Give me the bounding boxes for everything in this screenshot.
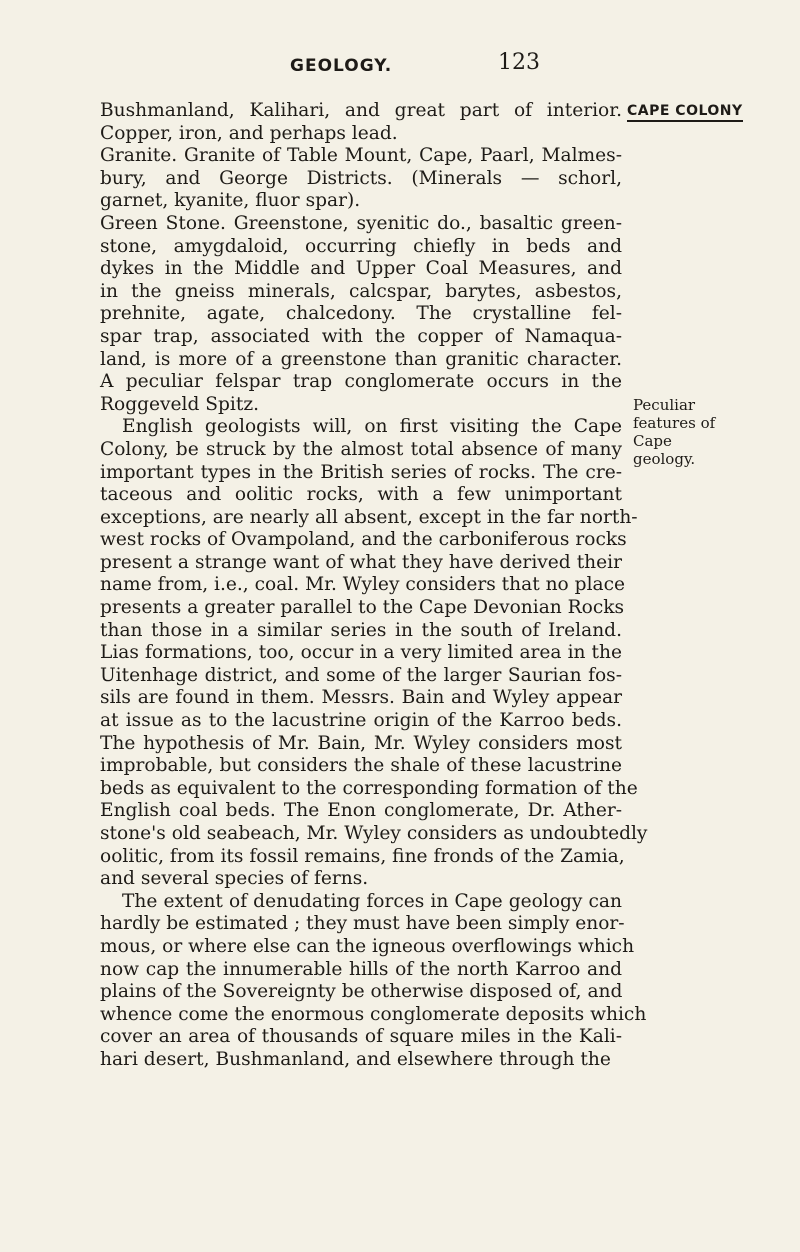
text-line: dykes in the Middle and Upper Coal Measures, and	[100, 258, 622, 280]
paragraph	[100, 100, 622, 145]
text-line: plains of the Sovereignty be otherwise disposed of, and	[100, 981, 623, 1003]
text-line: oolitic, from its fossil remains, fine fronds of the Zamia,	[100, 845, 625, 867]
text-line: The hypothesis of Mr. Bain, Mr. Wyley considers most	[100, 732, 622, 754]
text-line: Copper, iron, and perhaps lead.	[100, 122, 398, 144]
text-line: The extent of denudating forces in Cape geology can	[122, 890, 622, 912]
section-label: CAPE COLONY	[627, 103, 743, 122]
margin-note-line: features of	[633, 414, 716, 432]
body-text	[100, 100, 648, 1072]
text-line: spar trap, associated with the copper of Namaqua-	[100, 325, 622, 347]
paragraph	[100, 213, 622, 416]
text-line: important types in the British series of rocks. The cre-	[100, 461, 622, 483]
text-line: and several species of ferns.	[100, 868, 369, 890]
text-line: west rocks of Ovampoland, and the carboniferous rocks	[100, 529, 627, 551]
text-line: presents a greater parallel to the Cape Devonian Rocks	[100, 597, 625, 619]
text-line: improbable, but considers the shale of these lacustrine	[100, 755, 622, 777]
text-line: than those in a similar series in the south of Ireland.	[100, 619, 622, 641]
paragraph	[100, 145, 622, 213]
text-line: land, is more of a greenstone than granitic character.	[100, 348, 622, 370]
text-line: cover an area of thousands of square miles in the Kali-	[100, 1026, 622, 1048]
text-line: hardly be estimated ; they must have been simply enor-	[100, 913, 625, 935]
text-line: stone's old seabeach, Mr. Wyley considers as undoubtedly	[100, 823, 648, 844]
text-line: taceous and oolitic rocks, with a few unimportant	[100, 484, 622, 506]
text-line: at issue as to the lacustrine origin of the Karroo beds.	[100, 710, 622, 732]
margin-note	[633, 396, 733, 468]
text-line: in the gneiss minerals, calcspar, barytes, asbestos,	[100, 280, 622, 302]
text-line: Lias formations, too, occur in a very limited area in the	[100, 642, 622, 664]
text-line: mous, or where else can the igneous overflowings which	[100, 935, 635, 957]
text-line: Granite. Granite of Table Mount, Cape, Paarl, Malmes-	[100, 145, 622, 167]
paragraph	[100, 416, 648, 890]
text-line: Roggeveld Spitz.	[100, 393, 260, 415]
text-line: garnet, kyanite, fluor spar).	[100, 190, 361, 212]
margin-note-line: Cape	[633, 432, 672, 450]
text-line: English geologists will, on first visiting the Cape	[122, 416, 622, 438]
page-number: 123	[498, 50, 540, 75]
margin-note-line: Peculiar	[633, 396, 696, 414]
margin-note-line: geology.	[633, 450, 696, 468]
text-line: English coal beds. The Enon conglomerate, Dr. Ather-	[100, 800, 622, 822]
text-line: hari desert, Bushmanland, and elsewhere through the	[100, 1048, 611, 1070]
text-line: Uitenhage district, and some of the larger Saurian fos-	[100, 664, 622, 686]
running-head: GEOLOGY.	[290, 56, 393, 76]
text-line: whence come the enormous conglomerate deposits which	[100, 1003, 647, 1025]
text-line: name from, i.e., coal. Mr. Wyley considers that no place	[100, 574, 626, 596]
text-line: Green Stone. Greenstone, syenitic do., basaltic green-	[100, 212, 622, 234]
text-line: present a strange want of what they have derived their	[100, 551, 622, 573]
text-line: sils are found in them. Messrs. Bain and Wyley appear	[100, 687, 622, 709]
text-line: now cap the innumerable hills of the north Karroo and	[100, 958, 622, 980]
text-line: beds as equivalent to the corresponding formation of the	[100, 777, 638, 799]
text-line: bury, and George Districts. (Minerals — schorl,	[100, 167, 622, 189]
text-line: Bushmanland, Kalihari, and great part of interior.	[100, 100, 622, 121]
text-line: prehnite, agate, chalcedony. The crystalline fel-	[100, 303, 622, 325]
text-line: exceptions, are nearly all absent, except in the far north-	[100, 506, 638, 528]
text-line: stone, amygdaloid, occurring chiefly in beds and	[100, 235, 622, 257]
paragraph	[100, 890, 647, 1072]
text-line: A peculiar felspar trap conglomerate occurs in the	[100, 371, 622, 393]
text-line: Colony, be struck by the almost total absence of many	[100, 438, 622, 460]
